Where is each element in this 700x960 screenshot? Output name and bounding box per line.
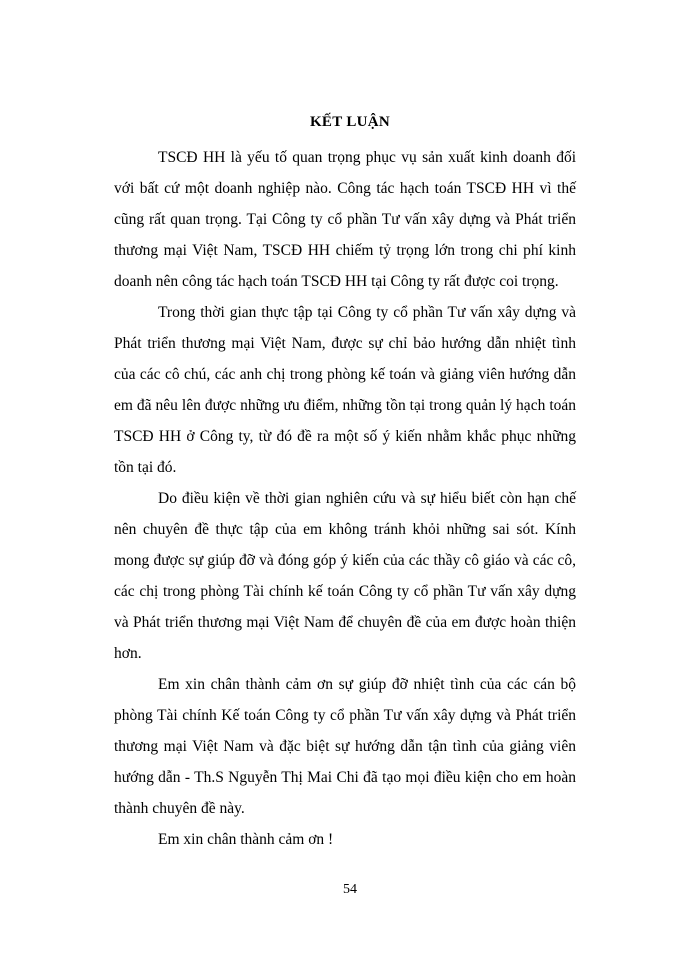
body-text (114, 142, 576, 855)
page-title: KẾT LUẬN (309, 114, 391, 130)
paragraph-3: Do điều kiện về thời gian nghiên cứu và sự hiểu biết còn hạn chế nên chuyên đề thực tập của em không tránh khỏi những sai sót. Kính mong được sự giúp đỡ và đóng góp ý kiến của các thầy cô giáo và các cô, các chị trong phòng Tài chính kế toán Công ty cổ phần Tư vấn xây dựng và Phát triển thương mại Việt Nam để chuyên đề của em được hoàn thiện hơn. (114, 490, 576, 662)
paragraph-5: Em xin chân thành cảm ơn ! (158, 831, 334, 848)
paragraph-4: Em xin chân thành cảm ơn sự giúp đỡ nhiệt tình của các cán bộ phòng Tài chính Kế toán Công ty cổ phần Tư vấn xây dựng và Phát triển thương mại Việt Nam và đặc biệt sự hướng dẫn tận tình của giảng viên hướng dẫn - Th.S Nguyễn Thị Mai Chi đã tạo mọi điều kiện cho em hoàn thành chuyên đề này. (114, 676, 576, 817)
paragraph-1: TSCĐ HH là yếu tố quan trọng phục vụ sản xuất kinh doanh đối với bất cứ một doanh nghiệp nào. Công tác hạch toán TSCĐ HH vì thế cũng rất quan trọng. Tại Công ty cổ phần Tư vấn xây dựng và Phát triển thương mại Việt Nam, TSCĐ HH chiếm tỷ trọng lớn trong chi phí kinh doanh nên công tác hạch toán TSCĐ HH tại Công ty rất được coi trọng. (114, 149, 576, 290)
page-number: 54 (343, 882, 357, 897)
paragraph-2: Trong thời gian thực tập tại Công ty cổ phần Tư vấn xây dựng và Phát triển thương mại Việt Nam, được sự chỉ bảo hướng dẫn nhiệt tình của các cô chú, các anh chị trong phòng kế toán và giảng viên hướng dẫn em đã nêu lên được những ưu điểm, những tồn tại trong quản lý hạch toán TSCĐ HH ở Công ty, từ đó đề ra một số ý kiến nhằm khắc phục những tồn tại đó. (114, 304, 576, 476)
